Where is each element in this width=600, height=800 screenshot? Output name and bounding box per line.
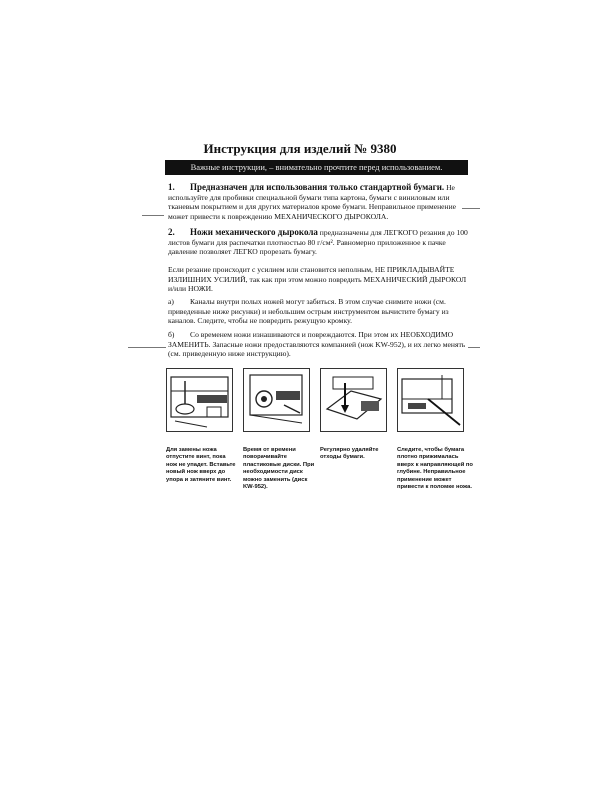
item-text: Со временем ножи изнашиваются и повреждаются. При этом их НЕОБХОДИМО ЗАМЕНИТЬ. Запасные ножи предоставляются компанией (нож KW-952), и их легко менять (см. приведенную ниже инструкцию). bbox=[168, 330, 466, 359]
item-b bbox=[168, 330, 468, 359]
scan-mark bbox=[468, 347, 480, 348]
illustration-3 bbox=[320, 368, 387, 432]
section-text: предназначены для ЛЕГКОГО резания до 100 листов бумаги для распечатки плотностью 80 г/см². Равномерно приложенное к пачке давление позволяет ЛЕГКО прорезать бумагу. bbox=[168, 228, 468, 257]
illustration-2 bbox=[243, 368, 310, 432]
item-a bbox=[168, 297, 468, 326]
section-number: 2. bbox=[168, 227, 175, 237]
caption-4: Следите, чтобы бумага плотно прижималась вверх к направляющей по глубине. Неправильное применение может привести к поломке ножа. bbox=[397, 447, 473, 491]
section-1 bbox=[168, 183, 468, 221]
caption-1: Для замены ножа отпустите винт, пока нож не упадет. Вставьте новый нож вверх до упора и затяните винт. bbox=[166, 447, 236, 483]
illustration-1 bbox=[166, 368, 233, 432]
illustration-4 bbox=[397, 368, 464, 432]
section-text: Не используйте для пробивки специальной бумаги типа картона, бумаги с виниловым или тканевым покрытием и для других материалов кроме бумаги. Неправильное применение может привести к повреждению МЕХАНИЧЕСКОГО ДЫРОКОЛА. bbox=[168, 183, 457, 221]
caption-3: Регулярно удаляйте отходы бумаги. bbox=[320, 447, 379, 461]
warning-banner: Важные инструкции, – внимательно прочтите перед использованием. bbox=[165, 160, 468, 175]
item-label: а) bbox=[168, 297, 174, 306]
item-text: Каналы внутри полых ножей могут забиться. В этом случае снимите ножи (см. приведенные ниже рисунки) и небольшим острым инструментом вычистите бумагу из каналов. Следите, чтобы не повредить режущую кромку. bbox=[168, 297, 449, 326]
page-title: Инструкция для изделий № 9380 bbox=[203, 141, 397, 156]
scan-mark bbox=[128, 347, 166, 348]
scan-mark bbox=[142, 215, 164, 216]
section-number: 1. bbox=[168, 182, 175, 192]
item-label: б) bbox=[168, 330, 175, 339]
caption-2: Время от времени поворачивайте пластиковые диски. При необходимости диск можно заменить (диск KW-952). bbox=[243, 447, 315, 491]
warning-paragraph: Если резание происходит с усилием или становится неполным, НЕ ПРИКЛАДЫВАЙТЕ ИЗЛИШНИХ УСИЛИЙ, так как при этом можно повредить МЕХАНИЧЕСКИЙ ДЫРОКОЛ и/или НОЖИ. bbox=[168, 265, 467, 294]
section-heading: Ножи механического дырокола bbox=[190, 227, 318, 237]
section-heading: Предназначен для использования только стандартной бумаги. bbox=[190, 182, 445, 192]
section-2 bbox=[168, 228, 468, 257]
